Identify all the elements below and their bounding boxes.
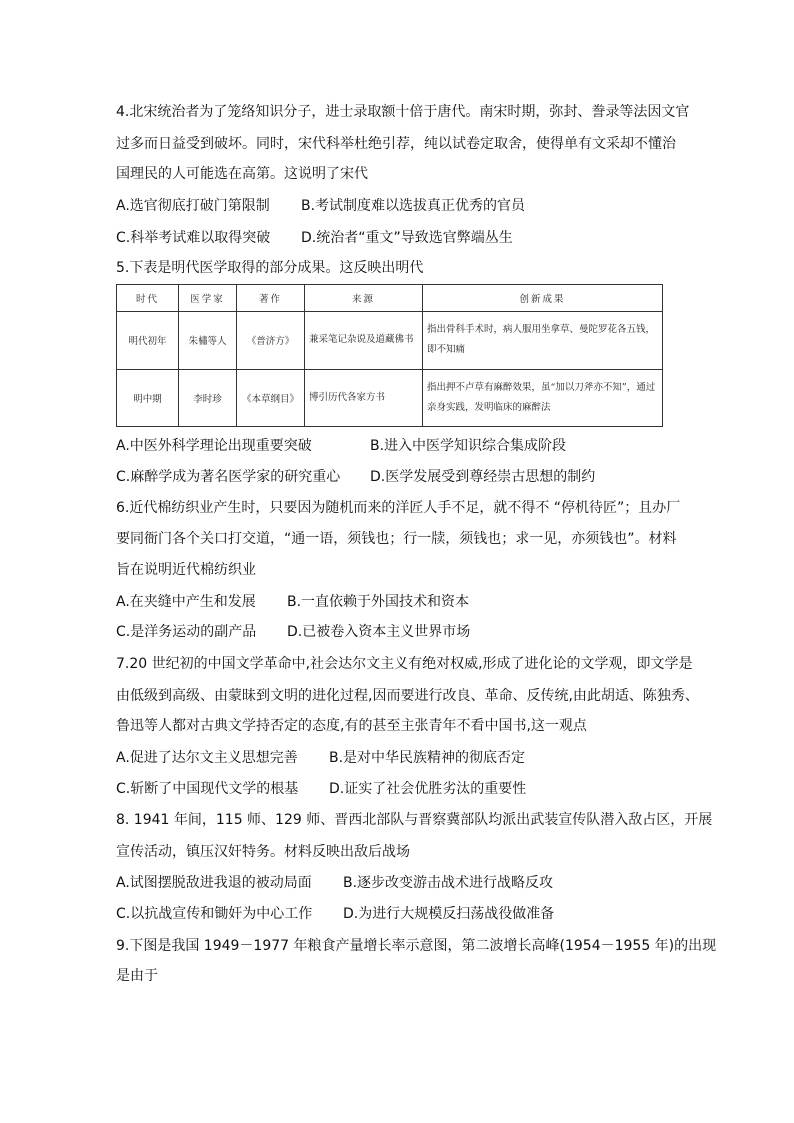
q8-option-d[interactable]: D.为进行大规模反扫荡战役做准备 xyxy=(343,906,555,922)
q4-option-a[interactable]: A.选官彻底打破门第限制 xyxy=(116,198,270,214)
q8-stem-line-1: 8. 1941 年间，115 师、129 师、晋西北部队与晋察冀部队均派出武装宣传队潜入敌占区，开展 xyxy=(116,812,713,828)
q4-stem-line-2: 过多而日益受到破坏。同时，宋代科举杜绝引荐，纯以试卷定取舍，使得单有文采却不懂治 xyxy=(116,136,676,152)
table-header-cell: 创新成果 xyxy=(423,285,663,312)
q5-option-c[interactable]: C.麻醉学成为著名医学家的研究重心 xyxy=(116,469,341,485)
table-header-cell: 医学家 xyxy=(179,285,237,312)
table-cell: 明中期 xyxy=(117,369,179,427)
q4-option-b[interactable]: B.考试制度难以选拔真正优秀的官员 xyxy=(301,198,526,214)
medical-achievements-table xyxy=(116,284,663,427)
table-cell: 兼采笔记杂说及道藏佛书 xyxy=(305,312,423,370)
table-cell: 指出押不卢草有麻醉效果，虽“加以刀斧亦不知”，通过亲身实践，发明临床的麻醉法 xyxy=(423,369,663,427)
q7-option-a[interactable]: A.促进了达尔文主义思想完善 xyxy=(116,750,298,766)
q6-option-a[interactable]: A.在夹缝中产生和发展 xyxy=(116,594,256,610)
q4-option-c[interactable]: C.科举考试难以取得突破 xyxy=(116,230,271,246)
q7-option-d[interactable]: D.证实了社会优胜劣汰的重要性 xyxy=(329,781,527,797)
q7-option-b[interactable]: B.是对中华民族精神的彻底否定 xyxy=(329,750,526,766)
q6-stem-line-2: 要同衙门各个关口打交道，“通一语，须钱也；行一牍，须钱也；求一见，亦须钱也”。材料 xyxy=(116,531,677,547)
q4-option-d[interactable]: D.统治者“重文”导致选官弊端丛生 xyxy=(301,230,513,246)
q8-option-c[interactable]: C.以抗战宣传和锄奸为中心工作 xyxy=(116,906,313,922)
table-cell: 《普济方》 xyxy=(237,312,305,370)
table-row xyxy=(117,312,663,370)
q4-stem-line-1: 4.北宋统治者为了笼络知识分子，进士录取额十倍于唐代。南宋时期，弥封、誊录等法因文官 xyxy=(116,104,690,120)
q7-stem-line-2: 由低级到高级、由蒙昧到文明的进化过程,因而要进行改良、革命、反传统,由此胡适、陈独秀、 xyxy=(116,688,699,704)
table-header-row xyxy=(117,285,663,312)
table-cell: 《本草纲目》 xyxy=(237,369,305,427)
table-row xyxy=(117,369,663,427)
q6-option-c[interactable]: C.是洋务运动的副产品 xyxy=(116,624,257,640)
table-header-cell: 著作 xyxy=(237,285,305,312)
q8-option-b[interactable]: B.逐步改变游击战术进行战略反攻 xyxy=(343,875,554,891)
q7-stem-line-3: 鲁迅等人都对古典文学持否定的态度,有的甚至主张青年不看中国书,这一观点 xyxy=(116,718,587,734)
table-cell: 指出骨科手术时，病人服用坐拿草、曼陀罗花各五钱，即不知痛 xyxy=(423,312,663,370)
q5-option-d[interactable]: D.医学发展受到尊经崇古思想的制约 xyxy=(370,469,596,485)
q6-option-b[interactable]: B.一直依赖于外国技术和资本 xyxy=(287,594,470,610)
table-cell: 博引历代各家方书 xyxy=(305,369,423,427)
q9-stem-line-2: 是由于 xyxy=(116,968,158,984)
table-cell: 李时珍 xyxy=(179,369,237,427)
q9-stem-line-1: 9.下图是我国 1949－1977 年粮食产量增长率示意图，第二波增长高峰(1954－1955 年)的出现 xyxy=(116,938,717,954)
q7-stem-line-1: 7.20 世纪初的中国文学革命中,社会达尔文主义有绝对权威,形成了进化论的文学观，即文学是 xyxy=(116,656,693,672)
q8-option-a[interactable]: A.试图摆脱敌进我退的被动局面 xyxy=(116,875,312,891)
table-header-cell: 来源 xyxy=(305,285,423,312)
table-cell: 朱橚等人 xyxy=(179,312,237,370)
q7-option-c[interactable]: C.斩断了中国现代文学的根基 xyxy=(116,781,299,797)
q4-stem-line-3: 国理民的人可能选在高第。这说明了宋代 xyxy=(116,166,368,182)
q5-option-b[interactable]: B.进入中医学知识综合集成阶段 xyxy=(370,438,567,454)
table-cell: 明代初年 xyxy=(117,312,179,370)
q8-stem-line-2: 宣传活动，镇压汉奸特务。材料反映出敌后战场 xyxy=(116,844,410,860)
q5-option-a[interactable]: A.中医外科学理论出现重要突破 xyxy=(116,438,312,454)
q5-stem-line-1: 5.下表是明代医学取得的部分成果。这反映出明代 xyxy=(116,260,424,276)
q6-stem-line-1: 6.近代棉纺织业产生时，只要因为随机而来的洋匠人手不足，就不得不 “停机待匠”；且办厂 xyxy=(116,500,681,516)
table-header-cell: 时代 xyxy=(117,285,179,312)
q6-stem-line-3: 旨在说明近代棉纺织业 xyxy=(116,562,256,578)
q6-option-d[interactable]: D.已被卷入资本主义世界市场 xyxy=(287,624,471,640)
